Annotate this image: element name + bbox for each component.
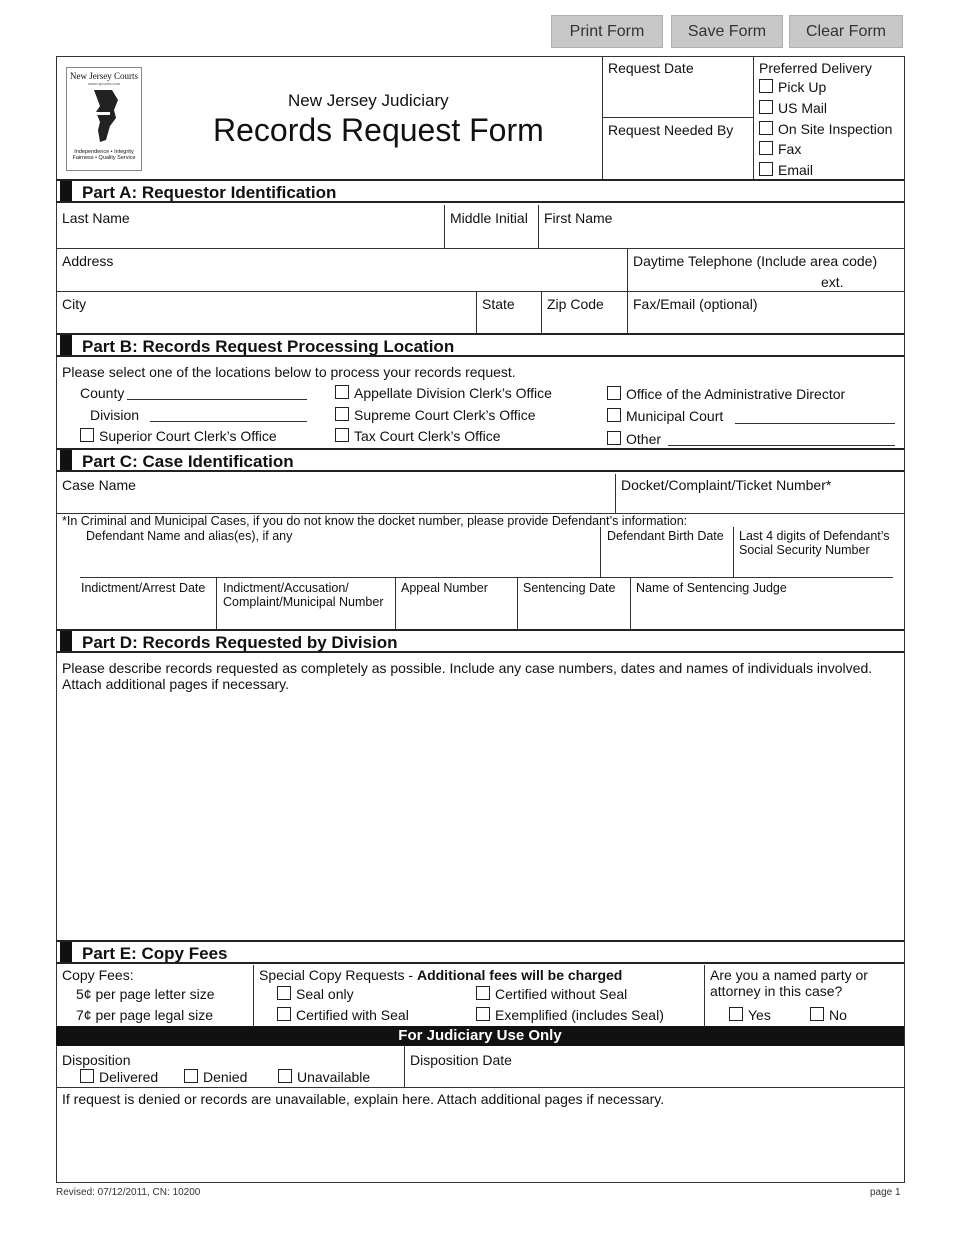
state-field[interactable]: State (482, 296, 515, 312)
middle-initial-field[interactable]: Middle Initial (450, 210, 528, 226)
last-name-field[interactable]: Last Name (62, 210, 130, 226)
nj-courts-logo (66, 67, 142, 171)
delivery-pick-up[interactable]: Pick Up (759, 79, 826, 95)
explanation-field[interactable]: If request is denied or records are unavailable, explain here. Attach additional pages if necessary. (62, 1091, 665, 1107)
option-admin-director[interactable]: Office of the Administrative Director (607, 386, 845, 402)
case-name-field[interactable]: Case Name (62, 477, 136, 493)
county-input[interactable] (127, 399, 307, 400)
delivery-fax[interactable]: Fax (759, 141, 801, 157)
preferred-delivery-label: Preferred Delivery (759, 60, 872, 76)
extension-field[interactable]: ext. (821, 274, 844, 290)
option-municipal-court[interactable]: Municipal Court (607, 408, 723, 424)
page-number: page 1 (870, 1187, 901, 1198)
option-supreme-court[interactable]: Supreme Court Clerk’s Office (335, 407, 536, 423)
municipal-court-input[interactable] (735, 423, 895, 424)
option-certified-with-seal[interactable]: Certified with Seal (277, 1007, 409, 1023)
divider (615, 474, 616, 513)
sentencing-date-field[interactable]: Sentencing Date (523, 581, 616, 595)
division-label: Division (90, 407, 140, 423)
page-title: Records Request Form (213, 112, 544, 148)
divider (733, 527, 734, 577)
special-requests-label: Special Copy Requests - Additional fees will be charged (259, 967, 623, 983)
checkbox[interactable] (278, 1069, 292, 1083)
save-form-button[interactable]: Save Form (671, 15, 783, 48)
legal-fee: 7¢ per page legal size (76, 1007, 213, 1023)
county-label: County (80, 385, 125, 401)
nj-column-icon (84, 86, 124, 144)
divider (60, 631, 72, 651)
checkbox[interactable] (335, 385, 349, 399)
arrest-date-field[interactable]: Indictment/Arrest Date (81, 581, 206, 595)
option-superior-court[interactable]: Superior Court Clerk’s Office (80, 428, 277, 444)
checkbox[interactable] (759, 121, 773, 135)
divider (56, 291, 904, 292)
checkbox[interactable] (607, 386, 621, 400)
part-e-header: Part E: Copy Fees (56, 940, 904, 964)
divider (600, 527, 601, 577)
divider (704, 965, 705, 1026)
option-other[interactable]: Other (607, 431, 661, 447)
checkbox[interactable] (759, 100, 773, 114)
letter-fee: 5¢ per page letter size (76, 986, 215, 1002)
logo-tagline: Fairness • Quality Service (72, 155, 136, 161)
request-date-label: Request Date (608, 60, 694, 76)
ssn-field[interactable]: Last 4 digits of Defendant’s Social Security Number (739, 529, 890, 558)
divider (60, 181, 72, 201)
checkbox[interactable] (759, 162, 773, 176)
checkbox[interactable] (80, 428, 94, 442)
option-seal-only[interactable]: Seal only (277, 986, 354, 1002)
divider (538, 205, 539, 248)
divider (541, 291, 542, 333)
defendant-note: *In Criminal and Municipal Cases, if you do not know the docket number, please provide Defendant’s information: (62, 514, 688, 528)
defendant-name-field[interactable]: Defendant Name and alias(es), if any (86, 529, 293, 543)
option-yes[interactable]: Yes (729, 1007, 771, 1023)
option-certified-without-seal[interactable]: Certified without Seal (476, 986, 627, 1002)
divider (56, 1087, 904, 1088)
copy-fees-label: Copy Fees: (62, 967, 134, 983)
divider (60, 942, 72, 962)
checkbox[interactable] (184, 1069, 198, 1083)
divider (56, 248, 904, 249)
checkbox[interactable] (607, 431, 621, 445)
records-description-field[interactable]: Please describe records requested as completely as possible. Include any case numbers, dates and names of individuals involved. Attach additional pages if necessary. (62, 660, 873, 693)
defendant-birth-date-field[interactable]: Defendant Birth Date (607, 529, 724, 543)
divider (630, 577, 631, 629)
divider (517, 577, 518, 629)
revision-info: Revised: 07/12/2011, CN: 10200 (56, 1187, 201, 1198)
divider (395, 577, 396, 629)
accusation-number-field[interactable]: Indictment/Accusation/ Complaint/Municipal Number (223, 581, 384, 610)
divider (60, 335, 72, 355)
fax-email-field[interactable]: Fax/Email (optional) (633, 296, 758, 312)
part-c-header: Part C: Case Identification (56, 448, 904, 472)
divider (60, 450, 72, 470)
divider (753, 56, 754, 179)
sentencing-judge-field[interactable]: Name of Sentencing Judge (636, 581, 787, 595)
telephone-field[interactable]: Daytime Telephone (Include area code) (633, 253, 878, 269)
option-tax-court[interactable]: Tax Court Clerk’s Office (335, 428, 501, 444)
option-delivered[interactable]: Delivered (80, 1069, 158, 1085)
option-exemplified[interactable]: Exemplified (includes Seal) (476, 1007, 664, 1023)
other-input[interactable] (668, 445, 895, 446)
option-no[interactable]: No (810, 1007, 847, 1023)
checkbox[interactable] (277, 1007, 291, 1021)
divider (602, 117, 753, 118)
divider (216, 577, 217, 629)
division-input[interactable] (150, 421, 307, 422)
checkbox[interactable] (335, 407, 349, 421)
address-field[interactable]: Address (62, 253, 114, 269)
divider (80, 577, 893, 578)
part-b-header: Part B: Records Request Processing Location (56, 333, 904, 357)
divider (476, 291, 477, 333)
request-needed-by-label: Request Needed By (608, 122, 734, 138)
delivery-email[interactable]: Email (759, 162, 813, 178)
zip-field[interactable]: Zip Code (547, 296, 604, 312)
disposition-label: Disposition (62, 1052, 131, 1068)
part-d-header: Part D: Records Requested by Division (56, 629, 904, 653)
part-a-header: Part A: Requestor Identification (56, 179, 904, 203)
checkbox[interactable] (335, 428, 349, 442)
disposition-date-field[interactable]: Disposition Date (410, 1052, 512, 1068)
appeal-number-field[interactable]: Appeal Number (401, 581, 488, 595)
logo-tagline: Independence • Integrity (74, 149, 134, 155)
delivery-us-mail[interactable]: US Mail (759, 100, 827, 116)
divider (253, 965, 254, 1026)
org-name: New Jersey Judiciary (288, 91, 449, 110)
checkbox[interactable] (476, 1007, 490, 1021)
checkbox[interactable] (729, 1007, 743, 1021)
judiciary-use-header: For Judiciary Use Only (56, 1026, 904, 1046)
option-denied[interactable]: Denied (184, 1069, 247, 1085)
delivery-on-site[interactable]: On Site Inspection (759, 121, 892, 137)
checkbox[interactable] (759, 79, 773, 93)
checkbox[interactable] (80, 1069, 94, 1083)
checkbox[interactable] (759, 141, 773, 155)
logo-text: New Jersey Courts (70, 71, 138, 81)
divider (444, 205, 445, 248)
part-b-intro: Please select one of the locations below to process your records request. (62, 364, 516, 380)
divider (404, 1046, 405, 1087)
print-form-button[interactable]: Print Form (551, 15, 663, 48)
clear-form-button[interactable]: Clear Form (789, 15, 903, 48)
city-field[interactable]: City (62, 296, 87, 312)
option-appellate[interactable]: Appellate Division Clerk’s Office (335, 385, 552, 401)
checkbox[interactable] (476, 986, 490, 1000)
checkbox[interactable] (277, 986, 291, 1000)
first-name-field[interactable]: First Name (544, 210, 613, 226)
logo-url: www.njcourts.com (87, 81, 121, 86)
checkbox[interactable] (810, 1007, 824, 1021)
named-party-question: Are you a named party or attorney in this case? (710, 967, 868, 1000)
docket-number-field[interactable]: Docket/Complaint/Ticket Number* (621, 477, 832, 493)
option-unavailable[interactable]: Unavailable (278, 1069, 370, 1085)
checkbox[interactable] (607, 408, 621, 422)
